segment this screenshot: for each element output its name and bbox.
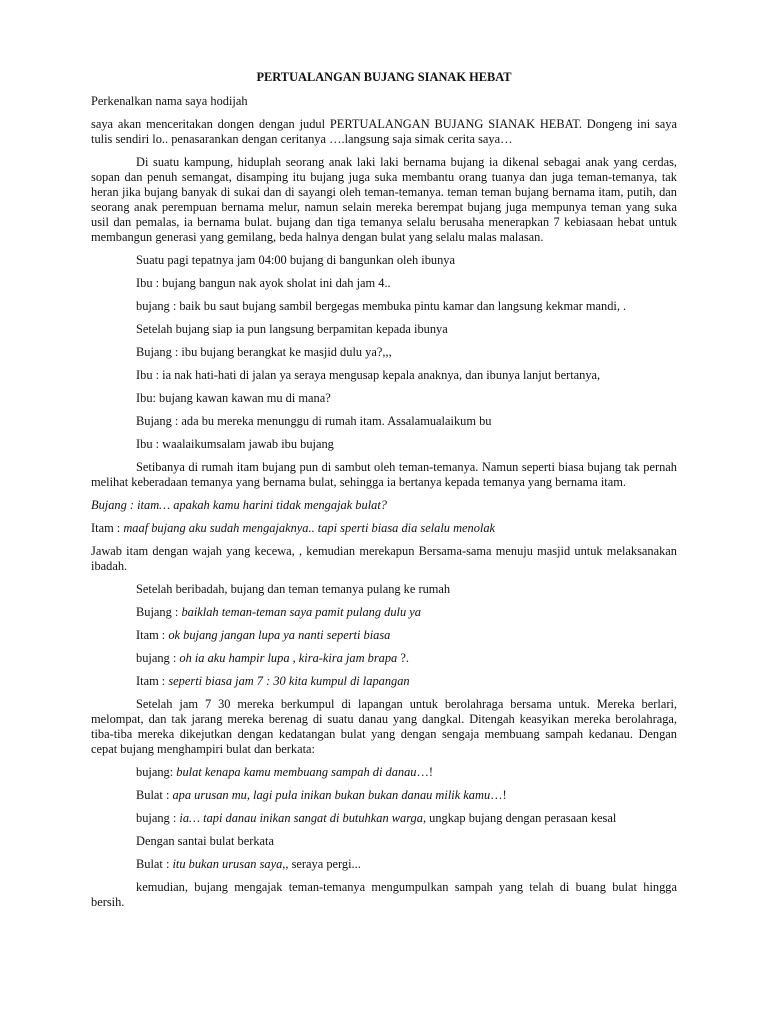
dialogue-line: Bujang : ada bu mereka menunggu di rumah itam. Assalamualaikum bu bbox=[136, 414, 492, 428]
paragraph-narration: kemudian, bujang mengajak teman-temanya mengumpulkan sampah yang telah di buang bulat hingga bersih. bbox=[91, 880, 677, 909]
dialogue-tail: …! bbox=[416, 765, 434, 779]
dialogue-tail: , ungkap bujang dengan perasaan kesal bbox=[422, 811, 617, 825]
dialogue-text: baiklah teman-teman saya pamit pulang dulu ya bbox=[181, 605, 421, 619]
paragraph-story-start: Di suatu kampung, hiduplah seorang anak laki laki bernama bujang ia dikenal sebagai anak yang cerdas, sopan dan penuh semangat, disamping itu bujang juga suka membantu orang tuanya dan juga teman-temanya, tak heran jika bujang banyak di sukai dan di sayangi oleh teman-temanya. teman teman bujang bernama itam, putih, dan seorang anak perempuan bernama melur, namun selain mereka berempat bujang juga mempunya teman yang suka usil dan pemalas, ia bernama bulat. bujang dan tiga temanya selalu berusaha menerapkan 7 kebiasaan hebat untuk membangun generasi yang gemilang, beda halnya dengan bulat yang selalu malas malasan. bbox=[91, 155, 677, 244]
dialogue-line bbox=[91, 765, 677, 780]
dialogue-tail: …! bbox=[490, 788, 507, 802]
dialogue-line: Ibu : waalaikumsalam jawab ibu bujang bbox=[136, 437, 334, 451]
dialogue-tail: ?. bbox=[400, 651, 409, 665]
paragraph-intro: Perkenalkan nama saya hodijah bbox=[91, 94, 248, 108]
dialogue-line: bujang : baik bu saut bujang sambil bergegas membuka pintu kamar dan langsung kekmar mandi, . bbox=[136, 299, 627, 313]
speaker-label: Itam : bbox=[91, 521, 124, 535]
paragraph-narration: Setelah beribadah, bujang dan teman temanya pulang ke rumah bbox=[136, 582, 451, 596]
dialogue-line-italic bbox=[91, 498, 677, 513]
dialogue-text: maaf bujang aku sudah mengajaknya.. tapi sperti biasa dia selalu menolak bbox=[123, 521, 496, 535]
dialogue-line bbox=[91, 788, 677, 803]
paragraph-narration: Jawab itam dengan wajah yang kecewa, , kemudian merekapun Bersama-sama menuju masjid untuk melaksanakan ibadah. bbox=[91, 544, 677, 573]
dialogue-text: ia… tapi danau inikan sangat di butuhkan warga bbox=[179, 811, 423, 825]
dialogue-text: seperti biasa jam 7 : 30 kita kumpul di lapangan bbox=[168, 674, 410, 688]
dialogue-text: ok bujang jangan lupa ya nanti seperti biasa bbox=[168, 628, 391, 642]
dialogue-line bbox=[91, 811, 677, 826]
dialogue-text: Bujang : itam… apakah kamu harini tidak mengajak bulat? bbox=[91, 498, 387, 512]
paragraph-narration: Setelah bujang siap ia pun langsung berpamitan kepada ibunya bbox=[136, 322, 448, 336]
dialogue-line bbox=[91, 857, 677, 872]
dialogue-tail: ,, seraya pergi... bbox=[282, 857, 361, 871]
paragraph-narration: Setelah jam 7 30 mereka berkumpul di lapangan untuk berolahraga bersama untuk. Mereka berlari, melompat, dan tak jarang mereka berenag di suatu danau yang dangkal. Ditengah keasyikan mereka berolahraga, tiba-tiba mereka dikejutkan dengan kedatangan bulat yang dengan sengaja membuang sampah kedanau. Dengan cepat bujang menghampiri bulat dan berkata: bbox=[91, 697, 677, 756]
speaker-label: Bujang : bbox=[136, 605, 182, 619]
paragraph-morning: Suatu pagi tepatnya jam 04:00 bujang di bangunkan oleh ibunya bbox=[136, 253, 455, 267]
speaker-label: Itam : bbox=[136, 628, 169, 642]
dialogue-line bbox=[91, 651, 677, 666]
dialogue-line bbox=[91, 628, 677, 643]
speaker-label: bujang : bbox=[136, 811, 180, 825]
dialogue-text: oh ia aku hampir lupa , kira-kira jam brapa bbox=[179, 651, 401, 665]
dialogue-line bbox=[91, 674, 677, 689]
dialogue-line: Ibu : bujang bangun nak ayok sholat ini dah jam 4.. bbox=[136, 276, 391, 290]
paragraph-opening: saya akan menceritakan dongen dengan judul PERTUALANGAN BUJANG SIANAK HEBAT. Dongeng ini saya tulis sendiri lo.. penasarankan dengan ceritanya ….langsung saja simak cerita saya… bbox=[91, 117, 677, 146]
dialogue-line: Ibu: bujang kawan kawan mu di mana? bbox=[136, 391, 331, 405]
dialogue-text: bulat kenapa kamu membuang sampah di danau bbox=[176, 765, 417, 779]
dialogue-line: Ibu : ia nak hati-hati di jalan ya seraya mengusap kepala anaknya, dan ibunya lanjut bertanya, bbox=[136, 368, 601, 382]
speaker-label: Itam : bbox=[136, 674, 169, 688]
dialogue-text: itu bukan urusan saya bbox=[172, 857, 283, 871]
dialogue-line bbox=[91, 605, 677, 620]
dialogue-line bbox=[91, 521, 677, 536]
speaker-label: bujang : bbox=[136, 651, 180, 665]
speaker-label: Bulat : bbox=[136, 857, 173, 871]
paragraph-narration: Dengan santai bulat berkata bbox=[136, 834, 274, 848]
document-title: PERTUALANGAN BUJANG SIANAK HEBAT bbox=[256, 70, 512, 84]
speaker-label: Bulat : bbox=[136, 788, 173, 802]
dialogue-line: Bujang : ibu bujang berangkat ke masjid dulu ya?,,, bbox=[136, 345, 392, 359]
dialogue-text: apa urusan mu, lagi pula inikan bukan bukan danau milik kamu bbox=[172, 788, 491, 802]
paragraph-narration: Setibanya di rumah itam bujang pun di sambut oleh teman-temanya. Namun seperti biasa bujang tak pernah melihat keberadaan temanya yang bernama bulat, sehingga ia bertanya kepada temanya yang bernama itam. bbox=[91, 460, 677, 489]
speaker-label: bujang: bbox=[136, 765, 177, 779]
